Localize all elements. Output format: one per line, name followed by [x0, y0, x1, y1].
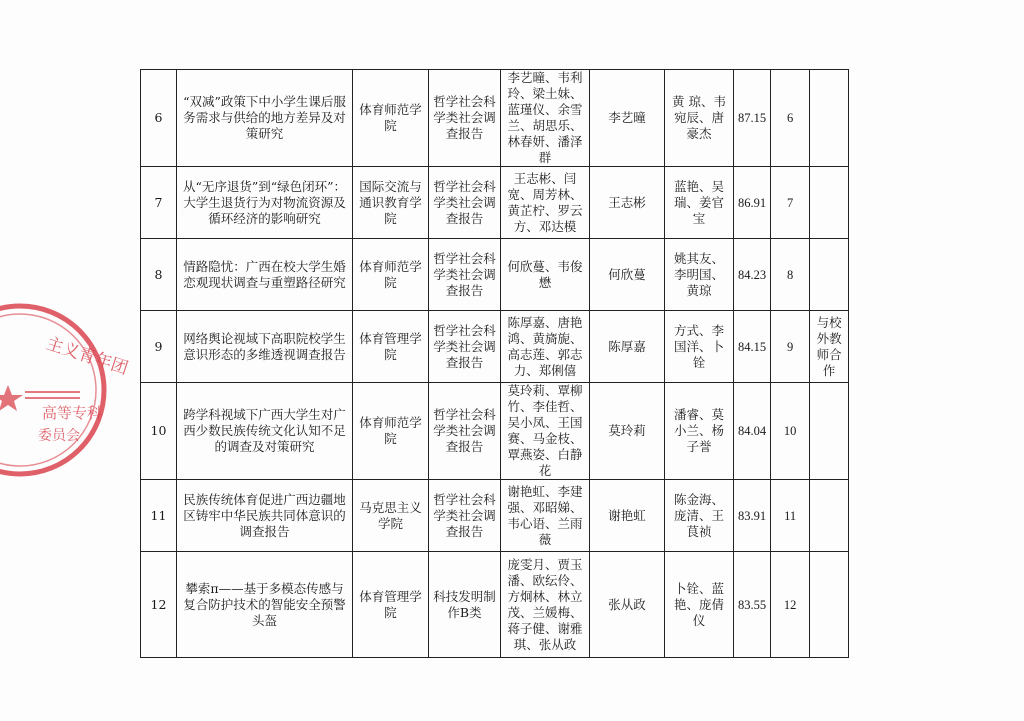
- score-cell: 86.91: [734, 167, 771, 239]
- rank-cell: 11: [771, 480, 810, 552]
- red-seal-stamp: [0, 300, 131, 480]
- advisor-cell: 姚其友、李明国、黄琼: [665, 239, 734, 311]
- members-cell: 王志彬、闫宽、周芳林、黄芷柠、罗云方、邓达模: [501, 167, 590, 239]
- members-cell: 莫玲莉、覃柳竹、李佳哲、吴小凤、王国赛、马金枝、覃燕姿、白静花: [501, 383, 590, 480]
- category-cell: 哲学社会科学类社会调查报告: [429, 311, 501, 383]
- college-cell: 体育师范学院: [353, 383, 429, 480]
- score-cell: 84.04: [734, 383, 771, 480]
- rank-cell: 7: [771, 167, 810, 239]
- table-row: [141, 239, 849, 311]
- remark-cell: [810, 239, 849, 311]
- table-row: [141, 480, 849, 552]
- table-row: [141, 311, 849, 383]
- leader-cell: 莫玲莉: [590, 383, 665, 480]
- row-number-cell: 10: [141, 383, 177, 480]
- table-row: [141, 383, 849, 480]
- leader-cell: 何欣蔓: [590, 239, 665, 311]
- leader-cell: 李艺曈: [590, 70, 665, 167]
- remark-cell: [810, 383, 849, 480]
- rank-cell: 6: [771, 70, 810, 167]
- college-cell: 体育师范学院: [353, 70, 429, 167]
- award-list-table: [140, 69, 849, 658]
- advisor-cell: 方式、李国洋、卜铨: [665, 311, 734, 383]
- rank-cell: 8: [771, 239, 810, 311]
- project-title-cell: 民族传统体育促进广西边疆地区铸牢中华民族共同体意识的调查报告: [177, 480, 353, 552]
- remark-cell: [810, 480, 849, 552]
- row-number-cell: 11: [141, 480, 177, 552]
- college-cell: 体育师范学院: [353, 239, 429, 311]
- row-number-cell: 7: [141, 167, 177, 239]
- row-number-cell: 12: [141, 552, 177, 658]
- members-cell: 谢艳虹、李建强、邓昭娣、韦心语、兰雨薇: [501, 480, 590, 552]
- advisor-cell: 黄 琼、韦宛辰、唐豪杰: [665, 70, 734, 167]
- advisor-cell: 潘睿、莫小兰、杨子誉: [665, 383, 734, 480]
- leader-cell: 谢艳虹: [590, 480, 665, 552]
- score-cell: 87.15: [734, 70, 771, 167]
- svg-text:委员会: 委员会: [38, 428, 80, 444]
- score-cell: 83.55: [734, 552, 771, 658]
- project-title-cell: 攀索π——基于多模态传感与复合防护技术的智能安全预警头盔: [177, 552, 353, 658]
- members-cell: 陈厚嘉、唐艳鸿、黄旖旎、高志莲、郭志力、郑俐僖: [501, 311, 590, 383]
- category-cell: 哲学社会科学类社会调查报告: [429, 167, 501, 239]
- leader-cell: 王志彬: [590, 167, 665, 239]
- table-row: [141, 167, 849, 239]
- members-cell: 李艺曈、韦利玲、梁土妹、蓝瑾仪、余雪兰、胡思乐、林春妍、潘泽群: [501, 70, 590, 167]
- category-cell: 哲学社会科学类社会调查报告: [429, 480, 501, 552]
- table-row: [141, 552, 849, 658]
- score-cell: 84.23: [734, 239, 771, 311]
- advisor-cell: 陈金海、庞清、王茛祯: [665, 480, 734, 552]
- rank-cell: 10: [771, 383, 810, 480]
- advisor-cell: 蓝艳、吴瑞、姜官宝: [665, 167, 734, 239]
- svg-text:高等专科: 高等专科: [42, 404, 103, 422]
- members-cell: 何欣蔓、韦俊懋: [501, 239, 590, 311]
- category-cell: 哲学社会科学类社会调查报告: [429, 70, 501, 167]
- members-cell: 庞雯月、贾玉潘、欧纭伶、方炯林、林立茂、兰媛梅、蒋子健、谢雅琪、张从政: [501, 552, 590, 658]
- score-cell: 83.91: [734, 480, 771, 552]
- category-cell: 哲学社会科学类社会调查报告: [429, 383, 501, 480]
- college-cell: 体育管理学院: [353, 552, 429, 658]
- college-cell: 国际交流与通识教育学院: [353, 167, 429, 239]
- svg-text:主义青年团: 主义青年团: [43, 333, 131, 380]
- table-row: [141, 70, 849, 167]
- remark-cell: [810, 167, 849, 239]
- row-number-cell: 9: [141, 311, 177, 383]
- rank-cell: 12: [771, 552, 810, 658]
- rank-cell: 9: [771, 311, 810, 383]
- category-cell: 科技发明制作B类: [429, 552, 501, 658]
- project-title-cell: 跨学科视域下广西大学生对广西少数民族传统文化认知不足的调查及对策研究: [177, 383, 353, 480]
- leader-cell: 陈厚嘉: [590, 311, 665, 383]
- score-cell: 84.15: [734, 311, 771, 383]
- project-title-cell: 网络舆论视域下高职院校学生意识形态的多维透视调查报告: [177, 311, 353, 383]
- remark-cell: [810, 552, 849, 658]
- college-cell: 马克思主义学院: [353, 480, 429, 552]
- row-number-cell: 6: [141, 70, 177, 167]
- leader-cell: 张从政: [590, 552, 665, 658]
- category-cell: 哲学社会科学类社会调查报告: [429, 239, 501, 311]
- project-title-cell: 情路隐忧：广西在校大学生婚恋观现状调查与重塑路径研究: [177, 239, 353, 311]
- remark-cell: [810, 70, 849, 167]
- project-title-cell: “双减”政策下中小学生课后服务需求与供给的地方差异及对策研究: [177, 70, 353, 167]
- college-cell: 体育管理学院: [353, 311, 429, 383]
- row-number-cell: 8: [141, 239, 177, 311]
- advisor-cell: 卜铨、蓝艳、庞倩仪: [665, 552, 734, 658]
- remark-cell: 与校外教师合作: [810, 311, 849, 383]
- project-title-cell: 从“无序退货”到“绿色闭环”：大学生退货行为对物流资源及循环经济的影响研究: [177, 167, 353, 239]
